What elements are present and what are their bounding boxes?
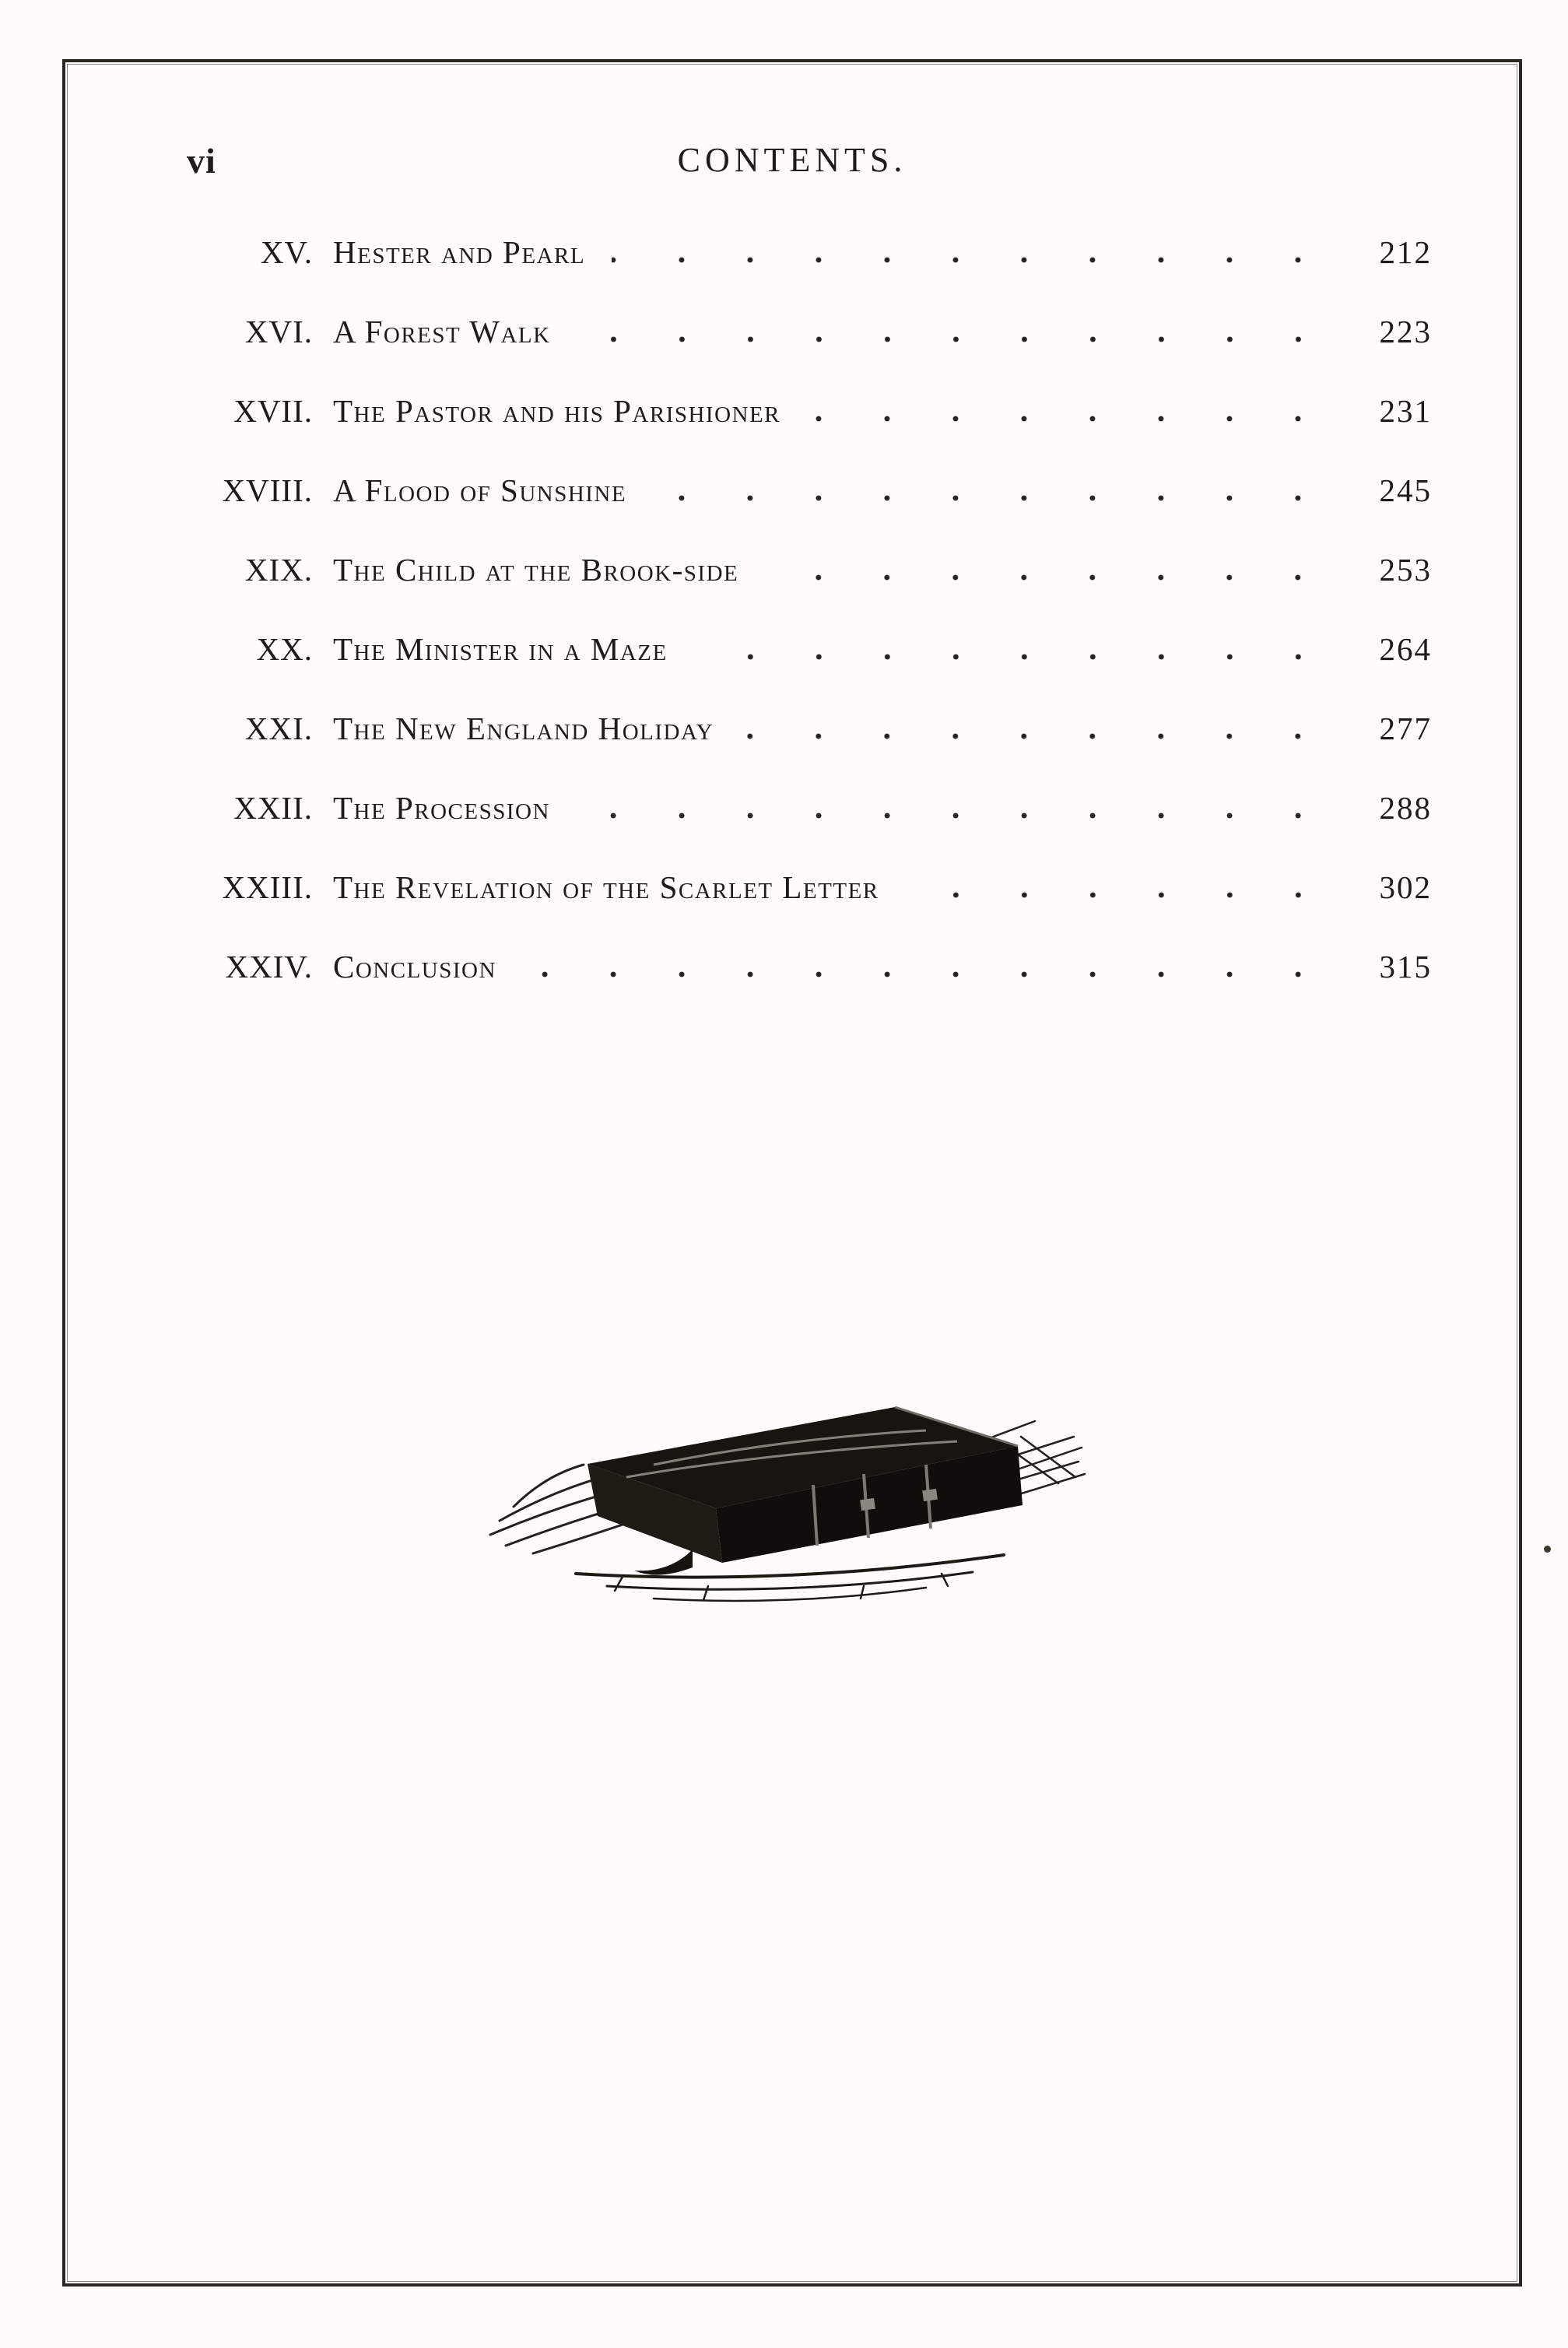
leader-dots <box>612 257 1332 263</box>
folio-number: vi <box>187 141 216 181</box>
chapter-numeral: XXI. <box>244 711 313 746</box>
chapter-numeral: XX. <box>256 631 313 667</box>
chapter-numeral: XXII. <box>233 790 313 826</box>
chapter-numeral: XXIV. <box>225 949 313 984</box>
chapter-numeral: XVIII. <box>222 472 313 508</box>
chapter-numeral: XV. <box>260 234 313 270</box>
toc-entry <box>65 948 1432 985</box>
toc-entry <box>65 869 1432 906</box>
toc-entry <box>65 392 1432 430</box>
closed-book-engraving-icon <box>459 1390 1097 1631</box>
leader-dots <box>740 733 1332 739</box>
chapter-page-number: 264 <box>1379 631 1432 667</box>
chapter-title: The Revelation of the Scarlet Letter <box>333 869 879 905</box>
chapter-page-number: 288 <box>1379 790 1432 826</box>
toc-entry <box>65 551 1432 588</box>
chapter-numeral: XXIII. <box>222 869 313 905</box>
chapter-title: A Flood of Sunshine <box>333 472 627 508</box>
page-header <box>65 140 1519 185</box>
chapter-numeral: XVII. <box>233 393 313 429</box>
chapter-title: The Procession <box>333 790 550 826</box>
leader-dots <box>653 495 1332 501</box>
chapter-page-number: 253 <box>1379 552 1432 588</box>
page-border-frame <box>62 59 1522 2287</box>
chapter-title: The Pastor and his Parishioner <box>333 393 781 429</box>
chapter-title: The Child at the Brook-side <box>333 552 739 588</box>
leader-dots <box>577 336 1332 342</box>
table-of-contents <box>65 233 1519 985</box>
toc-entry <box>65 233 1432 271</box>
leader-dots <box>694 654 1332 660</box>
chapter-title: The New England Holiday <box>333 711 714 746</box>
running-title: CONTENTS. <box>677 141 907 179</box>
toc-entry <box>65 710 1432 747</box>
chapter-page-number: 231 <box>1379 393 1432 429</box>
chapter-numeral: XVI. <box>244 314 313 349</box>
chapter-page-number: 212 <box>1379 234 1432 270</box>
leader-dots <box>523 971 1332 977</box>
chapter-title: Conclusion <box>333 949 496 984</box>
chapter-title: Hester and Pearl <box>333 234 586 270</box>
chapter-page-number: 245 <box>1379 472 1432 508</box>
chapter-page-number: 223 <box>1379 314 1432 349</box>
leader-dots <box>906 892 1332 898</box>
toc-entry <box>65 789 1432 827</box>
leader-dots <box>577 812 1332 819</box>
toc-entry <box>65 313 1432 350</box>
toc-entry <box>65 472 1432 509</box>
toc-entry <box>65 630 1432 668</box>
chapter-page-number: 277 <box>1379 711 1432 746</box>
chapter-page-number: 302 <box>1379 869 1432 905</box>
chapter-title: The Minister in a Maze <box>333 631 668 667</box>
chapter-page-number: 315 <box>1379 949 1432 984</box>
chapter-numeral: XIX. <box>244 552 313 588</box>
leader-dots <box>765 574 1332 581</box>
chapter-title: A Forest Walk <box>333 314 551 349</box>
scan-speck <box>1544 1546 1551 1553</box>
leader-dots <box>807 416 1332 422</box>
